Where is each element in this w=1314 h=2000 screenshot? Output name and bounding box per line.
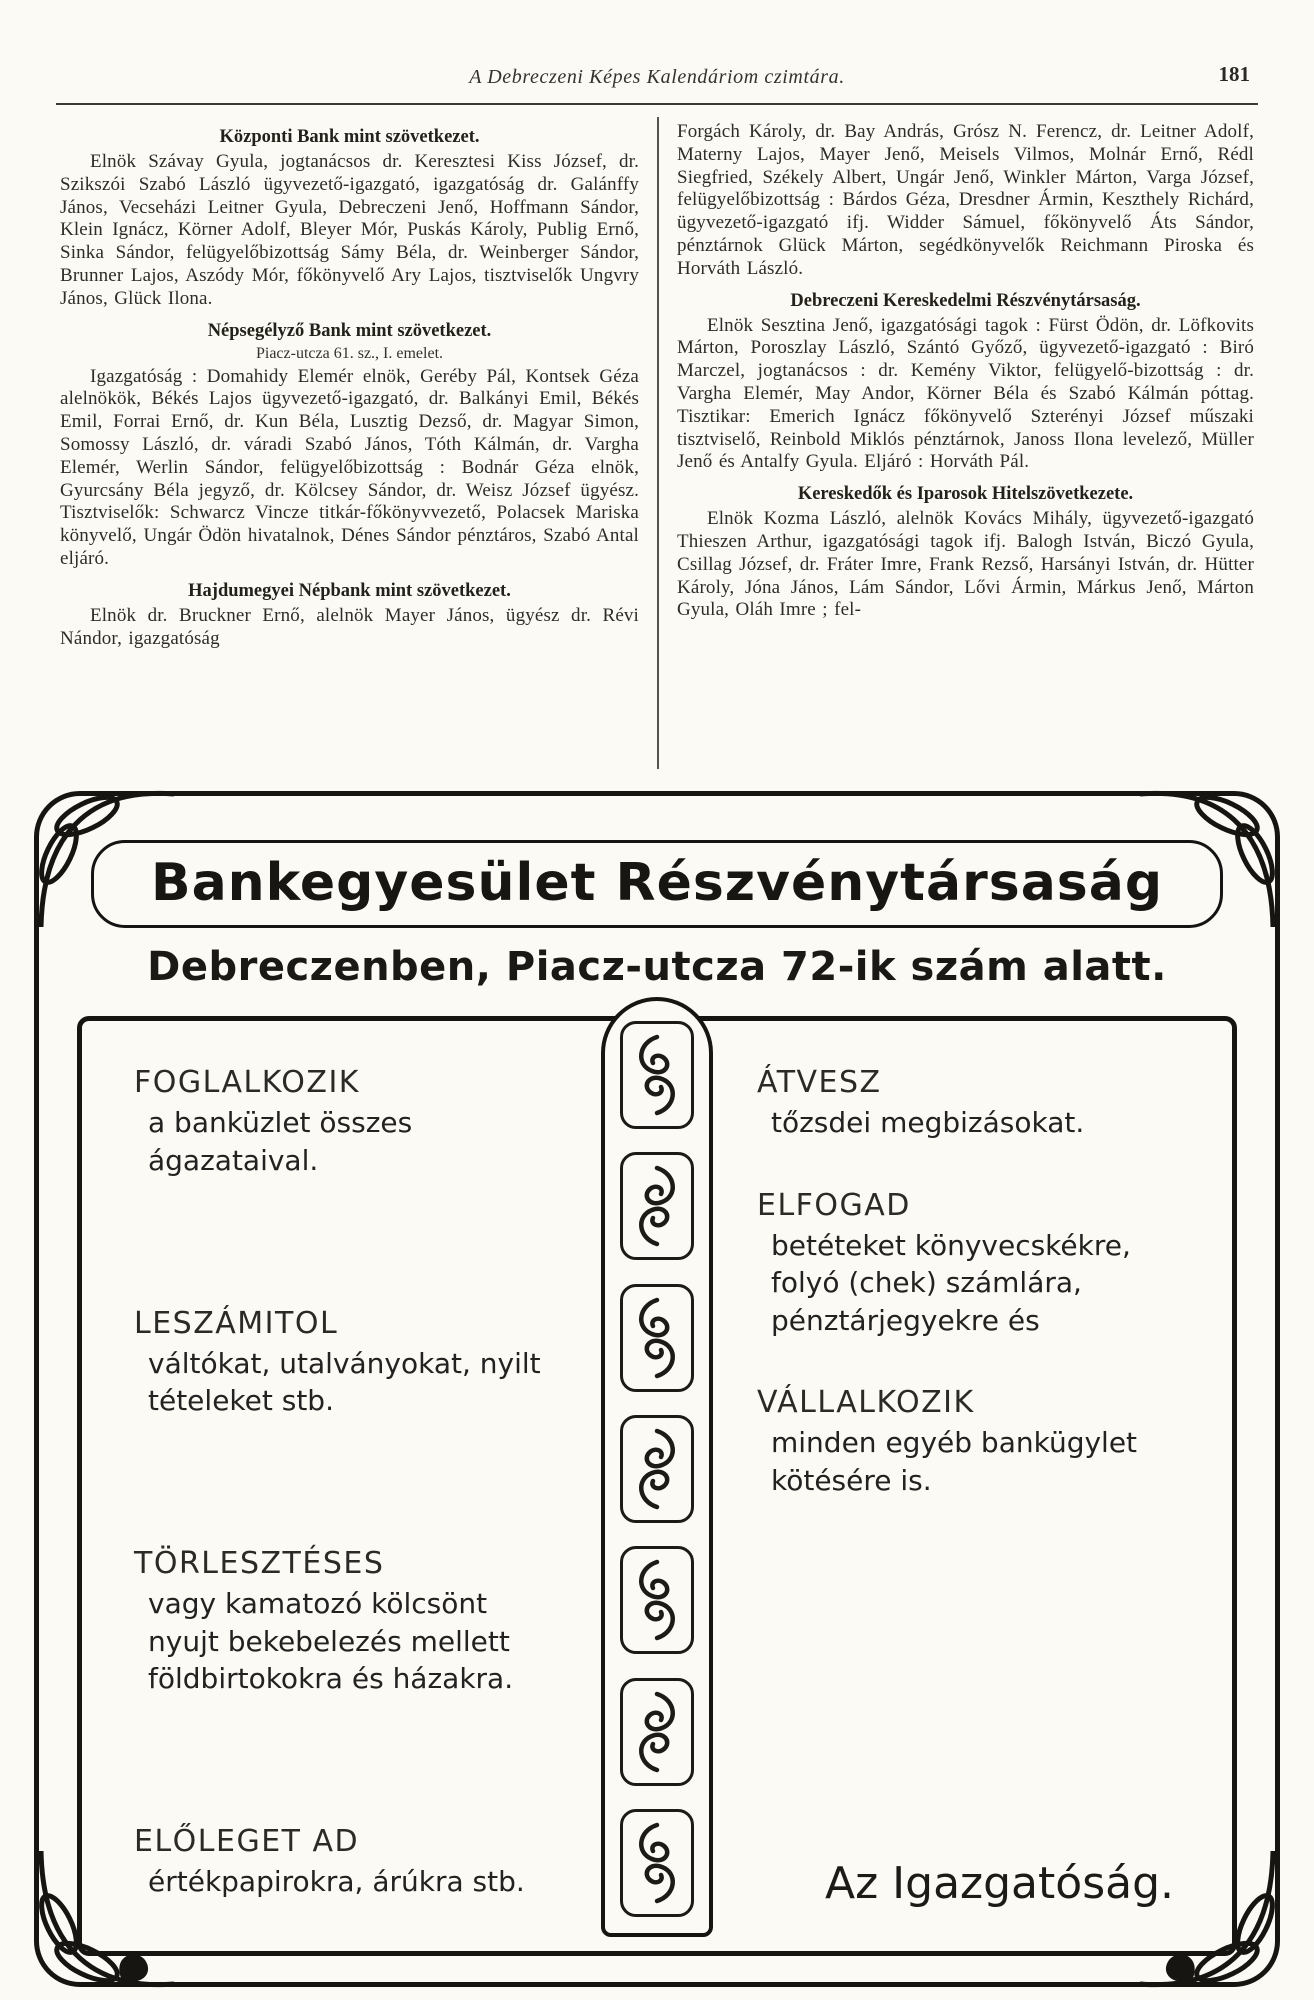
header-rule xyxy=(56,103,1258,105)
ornament-tile xyxy=(620,1415,694,1523)
scroll-ornament-icon xyxy=(628,1554,686,1646)
ad-item-body: tőzsdei megbizásokat. xyxy=(771,1106,1085,1139)
section-title: Debreczeni Kereskedelmi Részvénytársaság. xyxy=(790,290,1141,311)
ad-item-body: betéteket könyvecskékre, folyó (chek) számlára, pénztárjegyekre és xyxy=(771,1228,1131,1337)
section-subtitle: Piacz-utcza 61. sz., I. emelet. xyxy=(255,344,444,362)
section-body: Elnök Szávay Gyula, jogtanácsos dr. Keresztesi Kiss József, dr. Szikszói Szabó László ügyvezető-igazgató, igazgatóság dr. Galánffy János, Vecseházi Leitner Gyula, Debreczeni Jenő, Hoffmann Sándor, Klein Ignácz, Körner Adolf, Bleyer Mór, Puskás Károly, Publig Ernő, Sinka Sándor, felügyelőbizottság Sámy Béla, dr. Weinberger Sándor, Brunner Lajos, Aszódy Mór, főkönyvelő Ary Lajos, tisztviselők Ungvry János, Glück Ilona. xyxy=(60,151,639,309)
section-title: Hajdumegyei Népbank mint szövetkezet. xyxy=(188,580,511,601)
section-title: Központi Bank mint szövetkezet. xyxy=(219,127,480,147)
ornament-tile xyxy=(620,1809,694,1917)
ad-item-elfogad xyxy=(757,1188,1192,1340)
scroll-ornament-icon xyxy=(628,1029,686,1121)
ad-left-column xyxy=(82,1021,657,1951)
section-body: Elnök Kozma László, alelnök Kovács Mihály, ügyvezető-igazgató Thieszen Arthur, igazgatósági tagok ifj. Balogh István, Biczó Gyula, Csillag József, dr. Fráter Imre, Frank Rezső, Harsányi István, dr. Hütter Károly, Jóna János, Lám Sándor, Lővi Ármin, Márkus Jenő, Márton Gyula, Oláh Imre ; fel- xyxy=(677,508,1254,621)
section-title: Kereskedők és Iparosok Hitelszövetkezete. xyxy=(797,484,1134,505)
ad-signature: Az Igazgatóság. xyxy=(824,1858,1174,1909)
ad-item-heading: ELFOGAD xyxy=(757,1187,911,1223)
ornament-tile xyxy=(620,1546,694,1654)
ornament-tile xyxy=(620,1021,694,1129)
page-header-title: A Debreczeni Képes Kalendáriom czimtára. xyxy=(469,66,845,88)
ad-content-box xyxy=(77,1016,1237,1956)
section-body: Elnök dr. Bruckner Ernő, alelnök Mayer János, ügyész dr. Révi Nándor, igazgatóság xyxy=(60,604,639,649)
ad-title-band xyxy=(91,840,1223,928)
ornament-tile xyxy=(620,1152,694,1260)
ad-item-eloleget-ad xyxy=(134,1824,562,1901)
directory-section-kereskedelmi-rt xyxy=(677,291,1254,475)
advertisement-frame xyxy=(34,791,1280,1987)
ad-address: Debreczenben, Piacz-utcza 72-ik szám alatt. xyxy=(147,944,1167,990)
ad-item-foglalkozik xyxy=(134,1065,562,1179)
continuation-paragraph: Forgách Károly, dr. Bay András, Grósz N. Ferencz, dr. Leitner Adolf, Materny Lajos, Mayer Jenő, Meisels Vilmos, Molnár Ernő, Rédl Siegfried, Székely Albert, Ungár Jenő, Winkler Márton, Varga József, felügyelőbizottság : Bárdos Géza, Dresdner Ármin, Keszthely Richárd, ügyvezető-igazgató ifj. Widder Sámuel, főkönyvelő Áts Sándor, pénztárnok Glück Márton, segédkönyvelők Reichmann Piroska és Horváth László. xyxy=(677,121,1254,279)
ornament-strip xyxy=(601,997,713,1937)
ad-item-leszamitol xyxy=(134,1306,562,1420)
scroll-ornament-icon xyxy=(628,1160,686,1252)
ad-item-heading: LESZÁMITOL xyxy=(134,1305,339,1341)
ad-item-body: vagy kamatozó kölcsönt nyujt bekebelezés mellett földbirtokokra és házakra. xyxy=(148,1587,514,1696)
section-body: Igazgatóság : Domahidy Elemér elnök, Geréby Pál, Kontsek Géza alelnökök, Békés Lajos ügyvezető-igazgató, dr. Balkányi Emil, Békés Emil, Forrai Ernő, dr. Kun Béla, Lusztig Dezső, dr. Magyar Simon, Somossy László, dr. váradi Szabó János, Tóth Kálmán, dr. Vargha Elemér, Werlin Sándor, felügyelőbizottság : Bodnár Géza elnök, Gyurcsány Béla jegyző, dr. Kölcsey Sándor, dr. Weisz József ügyész. Tisztviselők: Schwarcz Vincze titkár-főkönyvvezető, Polacsek Mariska könyvelő, Ungár Ödön hivatalnok, Dénes Sándor pénztáros, Szabó Antal eljáró. xyxy=(60,365,639,569)
directory-section-nepsegelyzo-bank xyxy=(60,321,639,571)
ornament-tile xyxy=(620,1284,694,1392)
right-column xyxy=(657,117,1254,769)
directory-section-kozponti-bank xyxy=(60,127,639,311)
section-title: Népsegélyző Bank mint szövetkezet. xyxy=(207,320,492,341)
page-header xyxy=(0,0,1314,95)
ad-title: Bankegyesület Részvénytársaság xyxy=(150,853,1164,913)
left-column xyxy=(60,117,657,769)
ad-item-torlesztes xyxy=(134,1546,562,1698)
ornament-tile xyxy=(620,1678,694,1786)
scroll-ornament-icon xyxy=(628,1686,686,1778)
ad-item-vallalkozik xyxy=(757,1385,1192,1499)
ad-item-body: értékpapirokra, árúkra stb. xyxy=(148,1865,525,1899)
ad-item-body: minden egyéb bankügylet kötésére is. xyxy=(771,1426,1138,1497)
scroll-ornament-icon xyxy=(628,1292,686,1384)
directory-section-hitelszovetkezet xyxy=(677,484,1254,622)
ad-item-body: a banküzlet összes ágazataival. xyxy=(148,1106,413,1177)
scroll-ornament-icon xyxy=(628,1423,686,1515)
page-number: 181 xyxy=(1218,62,1250,86)
scroll-ornament-icon xyxy=(628,1817,686,1909)
ad-right-column xyxy=(657,1021,1232,1951)
ad-item-heading: TÖRLESZTÉSES xyxy=(134,1546,385,1582)
ad-item-atvesz xyxy=(757,1065,1192,1142)
section-body: Elnök Sesztina Jenő, igazgatósági tagok : Fürst Ödön, dr. Löfkovits Márton, Poroszlay László, Szántó Győző, ügyvezető-igazgató : Biró Marczel, jogtanácsos : dr. Kemény Viktor, felügyelő-bizottság : dr. Vargha Elemér, May Andor, Körner Béla és Szabó Kálmán póttag. Tisztikar: Emerich Ignácz főkönyvelő Szterényi József műszaki tisztviselő, Reinbold Miklós pénztárnok, Janoss Ilona levelező, Müller Jenő és Antalfy Gyula. Eljáró : Horváth Pál. xyxy=(677,314,1254,473)
ad-item-heading: ÁTVESZ xyxy=(757,1065,882,1100)
directory-columns xyxy=(60,117,1254,769)
directory-section-hajdumegyei-nepbank xyxy=(60,581,639,651)
ad-item-heading: ELŐLEGET AD xyxy=(134,1824,360,1860)
ad-item-heading: FOGLALKOZIK xyxy=(134,1065,360,1100)
ad-item-heading: VÁLLALKOZIK xyxy=(757,1385,975,1421)
ad-item-body: váltókat, utalványokat, nyilt tételeket stb. xyxy=(148,1346,541,1418)
